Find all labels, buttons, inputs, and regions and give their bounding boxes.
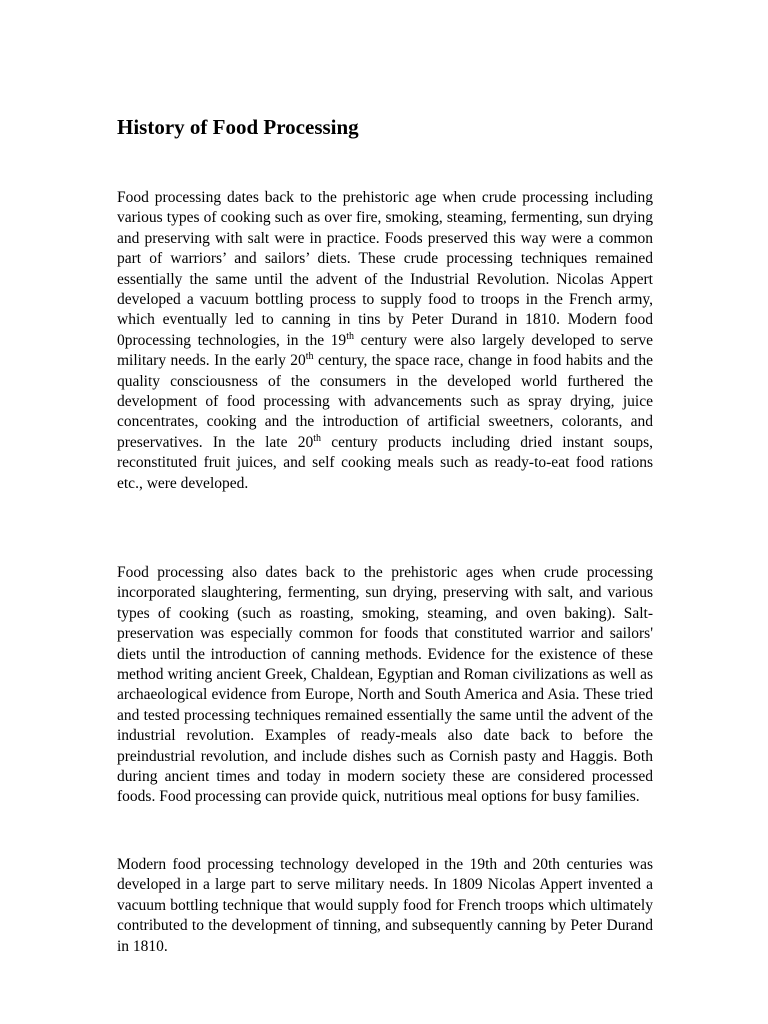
superscript-ordinal: th [313,432,321,444]
paragraph-text: century products including dried instant soups, reconstituted fruit juices, and self cooking meals such as ready-to-eat food rations etc., were developed. [117,433,653,492]
paragraph-text: Food processing dates back to the prehistoric age when crude processing including various types of cooking such as over fire, smoking, steaming, fermenting, sun drying and preserving with salt were in practice. Foods preserved this way were a common part of warriors’ and sailors’ diets. These crude processing techniques remained essentially the same until the advent of the Industrial Revolution. Nicolas Appert developed a vacuum bottling process to supply food to troops in the French army, which eventually led to canning in tins by Peter Durand in 1810. Modern food 0processing technologies, in the 19 [117,189,653,349]
paragraph-history-overview [117,188,653,494]
paragraph-prehistoric-processing: Food processing also dates back to the prehistoric ages when crude processing incorporated slaughtering, fermenting, sun drying, preserving with salt, and various types of cooking (such as roasting, smoking, steaming, and oven baking). Salt-preservation was especially common for foods that constituted warrior and sailors' diets until the introduction of canning methods. Evidence for the existence of these method writing ancient Greek, Chaldean, Egyptian and Roman civilizations as well as archaeological evidence from Europe, North and South America and Asia. These tried and tested processing techniques remained essentially the same until the advent of the industrial revolution. Examples of ready-meals also date back to before the preindustrial revolution, and include dishes such as Cornish pasty and Haggis. Both during ancient times and today in modern society these are considered processed foods. Food processing can provide quick, nutritious meal options for busy families. [117,564,653,806]
superscript-ordinal: th [305,351,314,363]
page-title: History of Food Processing [117,115,359,139]
paragraph-text: century, the space race, change in food habits and the quality consciousness of the consumers in the developed world furthered the development of food processing with advancements such as spray drying, juice concentrates, cooking and the introduction of artificial sweetners, colorants, and preservatives. In the late 20 [117,352,653,451]
paragraph-text: century were also largely developed to serve military needs. In the early 20 [117,331,653,370]
superscript-ordinal: th [346,330,354,342]
paragraph-modern-technology: Modern food processing technology developed in the 19th and 20th centuries was developed in a large part to serve military needs. In 1809 Nicolas Appert invented a vacuum bottling technique that would supply food for French troops which ultimately contributed to the development of tinning, and subsequently canning by Peter Durand in 1810. [117,856,653,955]
